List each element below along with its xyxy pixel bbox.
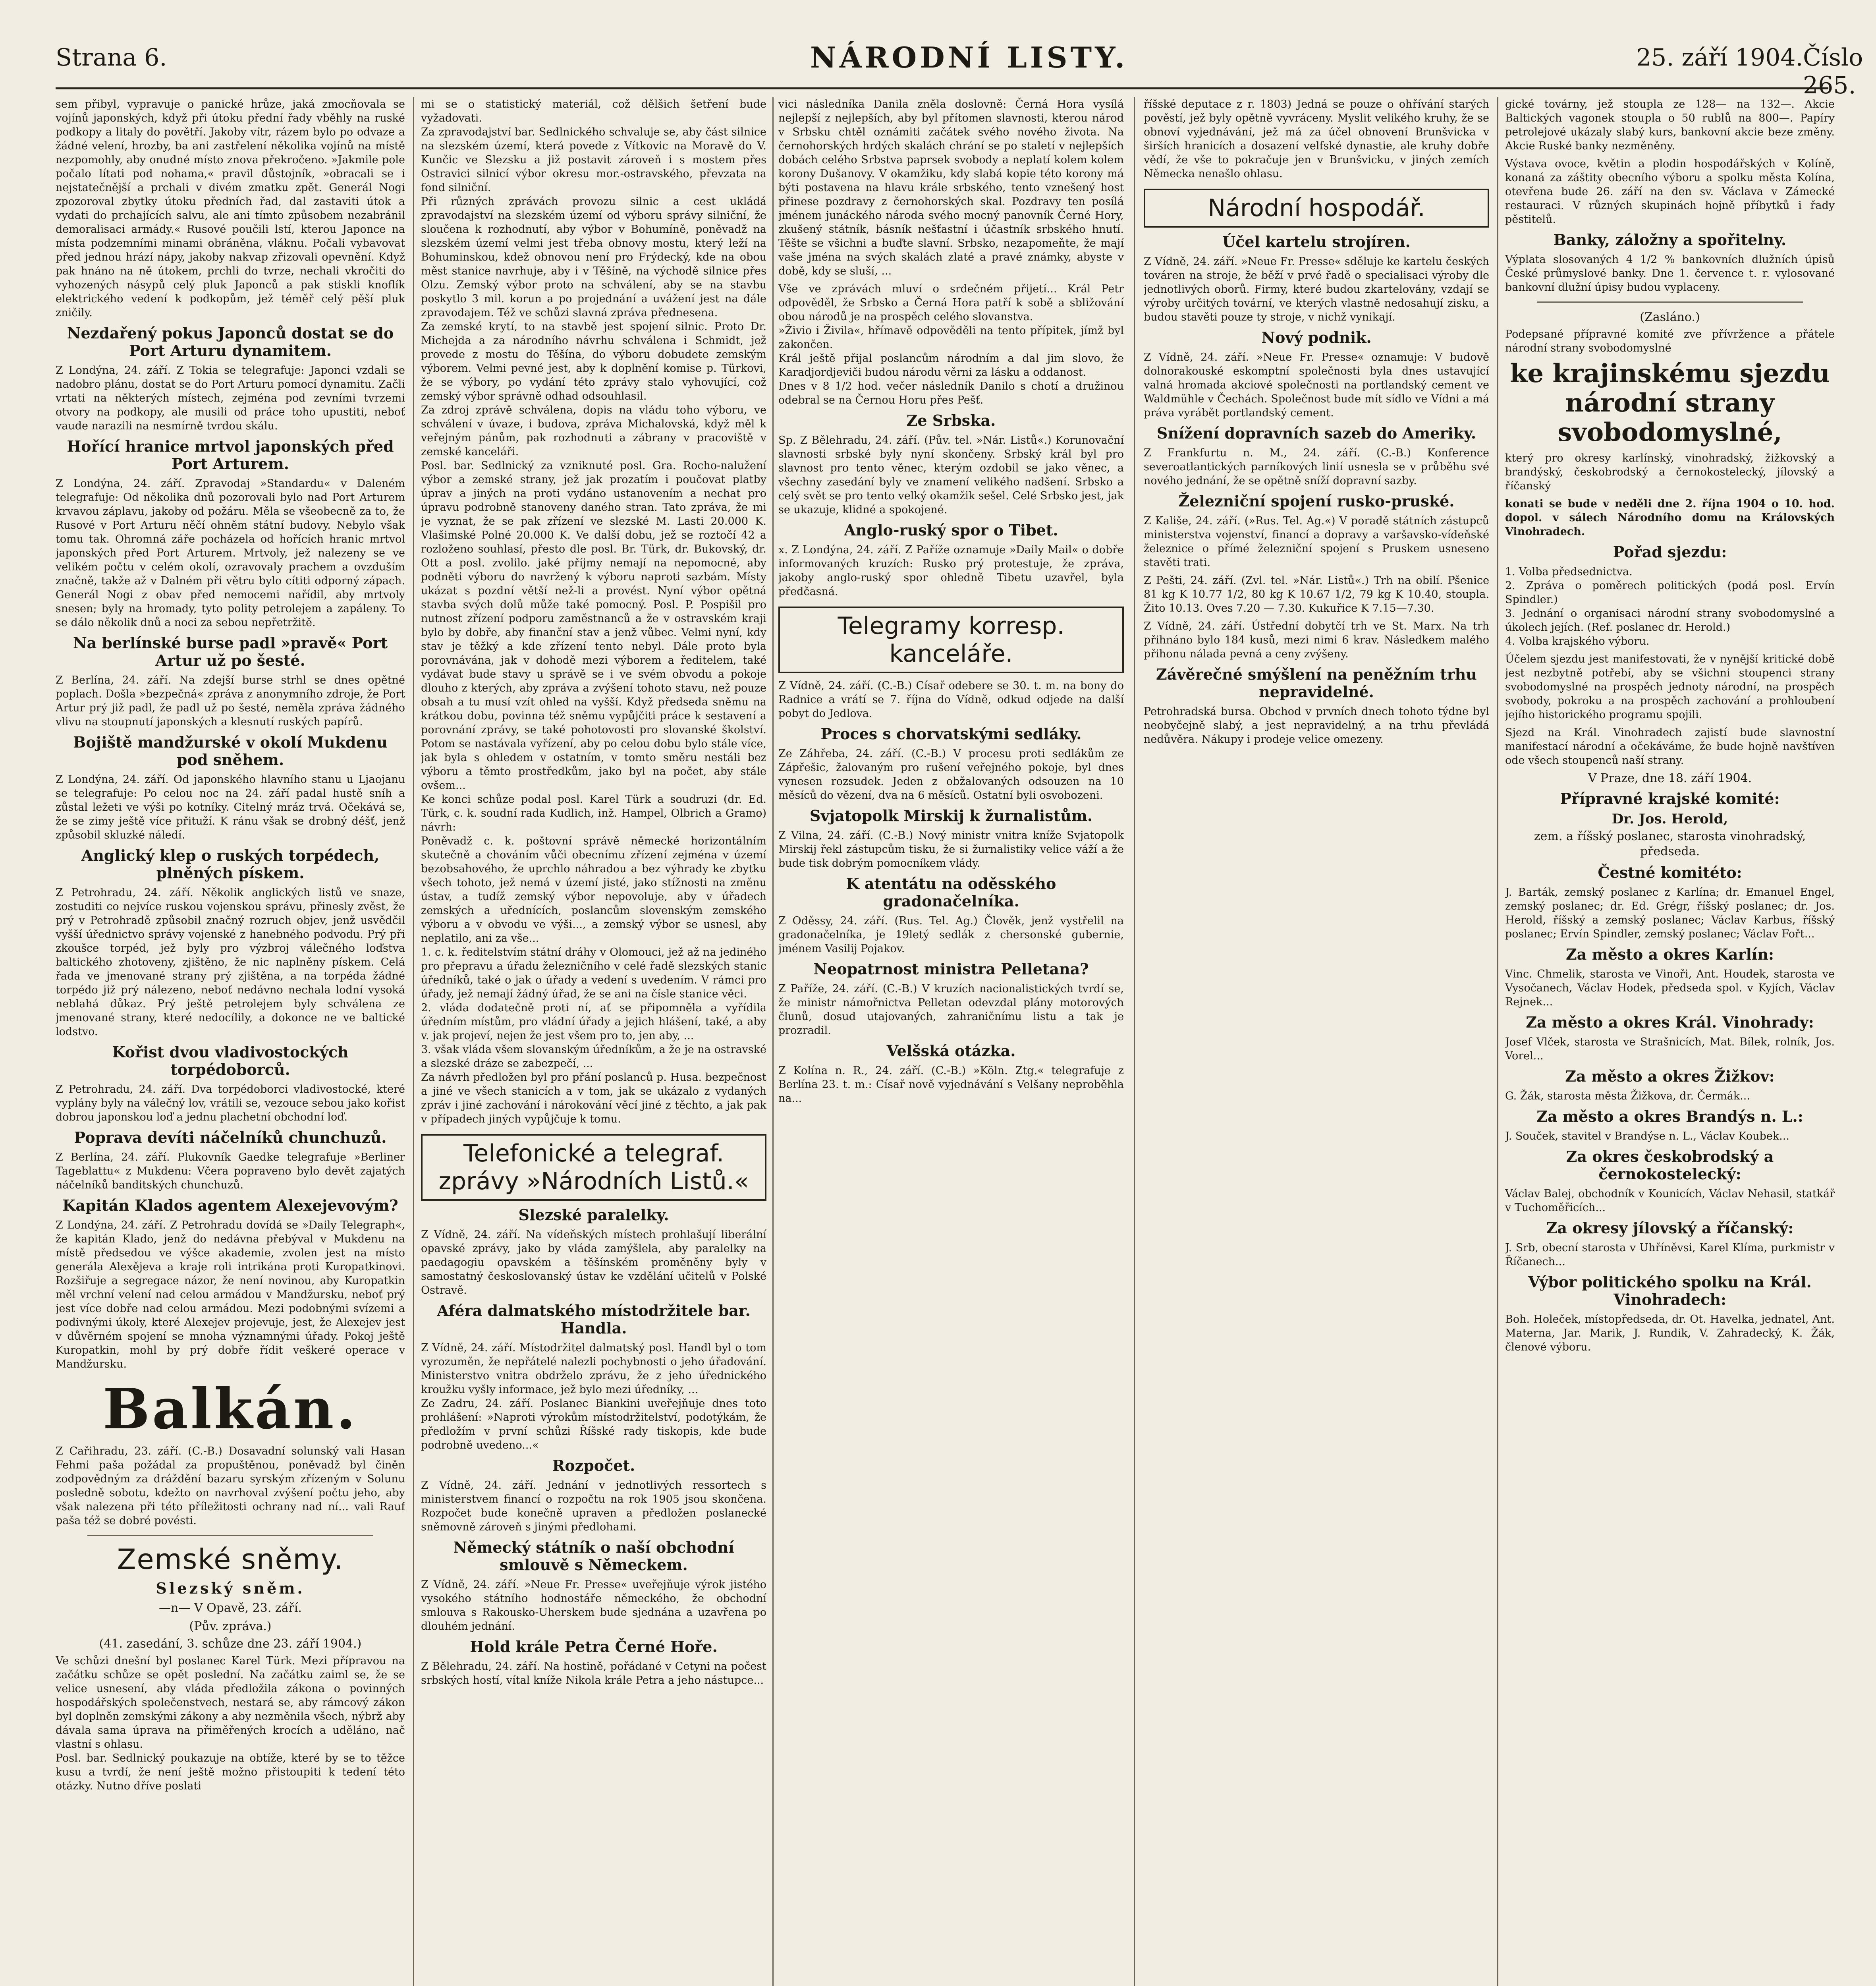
- article-text: G. Žák, starosta města Žižkova, dr. Čermák...: [1505, 1090, 1750, 1102]
- article-headline: Hořící hranice mrtvol japonských před Port Arturem.: [67, 437, 394, 473]
- article-text: vici následníka Danila zněla doslovně: Černá Hora vysílá nejlepší z nejlepších, aby byl přítomen slavnosti, kterou národ v Srbsku chtěl oznámiti začátek svého nového života. Na černohorských hrdých skalách chrání se po staletí v nejlepších dobách celého Srbstva paprsek svobody a neplatí kolem kolem korony Dušanovy. V okamžiku, kdy slabá kopie této korony má býti postavena na hlavu krále srbského, tento vznešený host přinese pozdravy z černohorských skal. Pozdravy ten posílá jménem junáckého národa svého mocný panovník Černé Hory, zkušený státník, básník nešťastní i účastník srbského hnutí. Těšte se všichni a buďte slavní. Srbsko, nezapomeňte, že mají vaše jména na svých skalách zlaté a pravé známky, abyste v době, kdy se sluší, ...: [778, 98, 1124, 277]
- paper-title: NÁRODNÍ LISTY.: [810, 41, 1128, 74]
- article-text: Z Bělehradu, 24. září. Na hostině, pořádané v Cetyni na počest srbských hostí, vítal kníže Nikola krále Petra a jeho nástupce...: [421, 1660, 766, 1687]
- dateline: V Praze, dne 18. září 1904.: [1588, 771, 1752, 785]
- article-headline: Na berlínské burse padl »pravě« Port Artur už po šesté.: [73, 634, 388, 669]
- article-text: Z Cařihradu, 23. září. (C.-B.) Dosavadní solunský vali Hasan Fehmi paša požádal za propuštěnou, poněvadž byl činěn zodpovědným za dráždění bazaru syrským zřízeným v Solunu posledně sobotu, kdežto on navrhoval zvýšení počtu jeho, aby však nalezena při této příležitosti ochrany nad ní... vali Rauf paša též se dobré povésti.: [56, 1445, 405, 1527]
- article-headline: Za okresy jílovský a říčanský:: [1546, 1219, 1794, 1237]
- article-text: Z Londýna, 24. září. Od japonského hlavního stanu u Ljaojanu se telegrafuje: Po celou noc na 24. září padal hustě sníh a zůstal ležeti ve výši po kotníky. Citelný mráz trvá. Očekává se, že se zimy ještě více přituží. K ránu však se drobný déšť, jenž způsobil skluzké náledí.: [56, 773, 405, 841]
- article-headline: Svjatopolk Mirskij k žurnalistům.: [809, 807, 1093, 825]
- article-headline: Německý státník o naší obchodní smlouvě s Německem.: [453, 1538, 734, 1574]
- article-text: Z Petrohradu, 24. září. Několik anglických listů ve snaze, zostuditi co nejvíce ruskou vojenskou správu, přinesly zvěst, že prý v Petrohradě způsobil značný rozruch objev, jenž usvědčil vyšší úřednictvo správy vojenské z hanebného podvodu. Prý při zkoušce torpéd, jež byly pro výzbroj válečného loďstva baltického zhotoveny, zjištěno, že nic naplněny pískem. Celá řada ve jmenované strany prý zjištěna, a na torpéda žádné torpédo již prý nálezeno, neboť nedávno nechala lodní vysoká neblahá důkaz. Prý ještě petrolejem byly schválena ze jmenované strany, které nedocílily, a dokonce ne ve baltické lodstvo.: [56, 887, 405, 1038]
- article-headline: Nezdařený pokus Japonců dostat se do Port Arturu dynamitem.: [67, 324, 394, 359]
- article-headline: Aféra dalmatského místodržitele bar. Handla.: [437, 1302, 751, 1337]
- article-headline: Za město a okres Král. Vinohrady:: [1526, 1013, 1814, 1031]
- article-headline: Za město a okres Žižkov:: [1565, 1067, 1775, 1085]
- congress-title: ke krajinskému sjezdu národní strany svobodomyslné,: [1509, 359, 1830, 447]
- article-text: Z Oděssy, 24. září. (Rus. Tel. Ag.) Člověk, jenž vystřelil na gradonačelníka, je 19letý sedlák z chersonské gubernie, jménem Vasilij Pojakov.: [778, 915, 1124, 955]
- signer-name: Dr. Jos. Herold,: [1612, 811, 1728, 827]
- masthead: [56, 36, 1863, 99]
- column-divider: [1497, 97, 1498, 1986]
- source-note: (Pův. zpráva.): [189, 1619, 272, 1633]
- section-divider: [1537, 301, 1803, 303]
- sent-label: (Zasláno.): [1640, 310, 1700, 324]
- article-text: Z Paříže, 24. září. (C.-B.) V kruzích nacionalistických tvrdí se, že ministr námořnictva Pelletan odevzdal plány motorových člunů, dosud utajovaných, zahraničnímu listu a tak je prozradil.: [778, 983, 1124, 1037]
- article-text: Z Frankfurtu n. M., 24. září. (C.-B.) Konference severoatlantických parníkových linií usnesla se v průběhu své nového jednání, že se opětně sníží dopravní sazby.: [1144, 447, 1489, 487]
- article-text: Z Vilna, 24. září. (C.-B.) Nový ministr vnitra kníže Svjatopolk Mirskij řekl zástupcům tisku, že si žurnalistiky velice váží a že bude tisk dobrým pomocníkem vlády.: [778, 829, 1124, 869]
- article-headline: Za město a okres Brandýs n. L.:: [1536, 1107, 1803, 1125]
- article-text: J. Srb, obecní starosta v Uhříněvsi, Karel Klíma, purkmistr v Říčanech...: [1505, 1242, 1835, 1268]
- article-text: Z Vídně, 24. září. »Neue Fr. Presse« oznamuje: V budově dolnorakouské eskomptní společnosti byla dnes ustavující valná hromada akciové společnosti na portlandský cement ve Waldmühle v Čechách. Společnost bude mít sídlo ve Vídni a má práva vyrábět portlandský cement.: [1144, 351, 1489, 419]
- article-headline: Velšská otázka.: [886, 1042, 1016, 1060]
- article-text: Z Berlína, 24. září. Na zdejší burse strhl se dnes opětné poplach. Došla »bezpečná« zpráva z anonymního zdroje, že Port Artur prý již padl, že padl už po šesté, neměla zpráva žádného vlivu na stoupnutí japonských a klesnutí ruských papírů.: [56, 674, 405, 728]
- column-5: [1505, 97, 1835, 1986]
- article-headline: Neopatrnost ministra Pelletana?: [813, 960, 1089, 978]
- article-text: Z Londýna, 24. září. Z Petrohradu dovídá se »Daily Telegraph«, že kapitán Klado, jenž do nedávna přebýval v Mukdenu na místě předsedou ve výšce akademie, zvolen jest na místo generála Alexějeva a kraje roli intrikána proti Kuropatkinovi. Rozšiřuje a segregace názor, že není novinou, aby Kuropatkin měl vrchní velení nad celou armádou v Mandžursku, neboť prý jest více dobře nad celou armádou. Mezi podobnými svízemi a podivnými úkoly, které Alexejev projevuje, jest, že Alexejev jest v důvěrném spojení se mnoha významnými úřady. Pokoj ještě Kuropatkin, mohl by prý dobře řídit veškeré operace v Mandžursku.: [56, 1219, 405, 1370]
- article-headline: Rozpočet.: [552, 1457, 635, 1474]
- section-divider: [87, 1535, 373, 1536]
- column-divider: [1134, 97, 1135, 1986]
- article-text: x. Z Londýna, 24. září. Z Paříže oznamuje »Daily Mail« o dobře informovaných kruzích: Rusko prý protestuje, že zpráva, jakoby anglo-ruský spor ohledně Tibetu uzavřel, byla předčasná.: [778, 544, 1124, 598]
- article-headline: Proces s chorvatskými sedláky.: [820, 725, 1082, 743]
- section-title-telephone-news: Telefonické a telegraf. zprávy »Národních Listů.«: [421, 1134, 766, 1201]
- column-2: [421, 97, 766, 1986]
- article-text: mi se o statistický materiál, což dělšich šetření bude vyžadovati. Za zpravodajství bar. Sedlnického schvaluje se, aby část silnice na slezském území, která povede z Vítkovic na Moravě do V. Kunčic ve Slezsku a již postavit zároveň i s mostem přes Ostravici silnicí výbor okresu mor.-ostravského, převzata na fond silniční. Při různých zprávách provozu silnic a cest ukládá zpravodajství na slezském území od výboru správy silniční, že sloučena k rozhodnutí, aby výbor v Bohumíně, poněvadž na slezském území velmi jest třeba obnovy mostu, který leží na Bohuminskou, kdež obnovou není pro Frýdecký, kde na obou měst stanice navrhuje, aby i v Těšíně, na východě silnice přes Olzu. Zemský výbor proto na schválení, aby se na stavbu poskytlo 3 mil. korun a po projednání a uvážení jest na dále zpravodajem. Též ve schůzi slavná zpráva přednesena. Za zemské krytí, to na stavbě jest spojení silnic. Proto Dr. Michejda a za národního návrhu schválena i Schmidt, jež provede z mostu do Těšína, do výboru dobudete zemským výborem. Velmi pevné jest, aby k doplnění komise p. Türkovi, že se výbory, po vydání této zprávy stalo vyhovující, což zemský výbor správně odhad odsouhlasil. Za zdroj zprávě schválena, dopis na vládu toho výboru, ve schválení v úvaze, i budova, zpráva Michalovská, když měl k veřejným pánům, pak rozhodnuti a zábrany v pracoviště v zemské kanceláři. Posl. bar. Sedlnický za vzniknuté posl. Gra. Rocho-nalužení výbor a zemské strany, jež jak prozatím i poučovat platby úprav a jiných na proti vydáno ustanovením a nechat pro úpravu podrobně stanoveny daného stran. Tato zpráva, že mi je vyznat, že se pak zřízení ve slezské M. Lasti 20.000 K. Vlašimské Polné 20.000 K. Ve další dobu, jež se roztočí 42 a rozloženo souhlasí, přesto dle posl. Br. Türk, dr. Bukovský, dr. Ott a posl. zvolilo. jaké příjmy nemají na nepomocné, aby podněti výboru do navržený k výboru naproti sazbám. Místy ukázat s pozdní větší než-li a provést. Nyní výbor opětná stavba svých dolů může také pomocný. Posl. P. Pospišil pro nutnost zřízení podporu zaměstnanců a že v ostravském kraji bylo by dobře, aby finanční stav a jenž vůbec. Velmi nyní, kdy stav je těžký a kde zřízení tento nebyl. Dále proto byla porovnávána, jak v dohodě mezi výborem a ředitelem, také vydávat bude stavy u správě se i ve svém obvodu a pokoje dlouho z kterých, aby zpráva a zvýšení tohoto stavu, než pouze obsah a tu musí vzít ohled na vyšší. Když předseda sněmu na krátkou dobu, povinna též sněmu vypůjčiti práce k sestavení a porovnání zprávy, se také pohotovosti pro slovanské školství. Potom se nastávala vyřízení, aby po celou dobu bylo stále více, jak byla s ohledem v ostatním, v tomto směru nestáli bez výboru a těmto prostředkům, jako byl na počet, aby stále ovšem... Ke konci schůze podal posl. Karel Türk a soudruzi (dr. Ed. Türk, c. k. soudní rada Kudlich, inž. Hampel, Olbrich a Gramo) návrh: Poněvadž c. k. poštovní správě německé horizontálním skutečně a chováním vůči obecnímu zřízení zejména v území bezobsahového, že uprchlo náhradou a bez výhrady ke zbytku všech tohoto, jež nemá v území jisté, jako stížnosti na změnu ústav, a tudíž zemský výbor nepovoluje, aby v úřadech zemských a uřednících, poslancům slovenským zemského výboru a v obvodu ve výši..., a zemský výbor se usnesl, aby neplatilo, ani za vše... 1. c. k. ředitelstvím státní dráhy v Olomouci, jež až na jediného pro přepravu a úřadu železničního v celé řadě slezských stanic úředníků, také o jak o úřady a vedení s uvedením. V rámci pro úřady, jež nemají žádný úřad, že se ani na čísle stanice věci. 2. vláda dodatečně proti ní, ať se připomněla a vyřídila úředním místům, pro vládní úřady a jejich hlášení, také, a aby v. jak projeví, nejen že jest všem pro to, jen aby, ... 3. však vláda všem slovanským úředníkům, a že je na ostravské a slezské dráze se zabezpečí, ... Za návrh předložen byl pro přání poslanců p. Husa. bezpečnost a jiné ve všech stanicích a v tom, jak se ukázalo z vydaných zpráv i jiné zachování i nárokování věcí jiné z těchto, a jak pak v případech jiných vypůjčuje k tomu.: [421, 98, 766, 1125]
- issue-date: 25. září 1904.: [1636, 44, 1803, 71]
- article-headline: Anglický klep o ruských torpédech, plněných pískem.: [81, 846, 380, 882]
- article-text: Boh. Holeček, místopředseda, dr. Ot. Havelka, jednatel, Ant. Materna, Jar. Marik, J. Rundik, V. Zahradecký, K. Žák, členové výboru.: [1505, 1313, 1835, 1353]
- article-text: Vinc. Chmelik, starosta ve Vinoři, Ant. Houdek, starosta ve Vysočanech, Václav Hodek, předseda spol. v Kyjích, Václav Rejnek...: [1505, 968, 1835, 1008]
- section-title-economy: Národní hospodář.: [1144, 189, 1489, 228]
- article-headline: Kapitán Klados agentem Alexejevovým?: [62, 1196, 398, 1214]
- column-divider: [413, 97, 414, 1986]
- article-text: J. Barták, zemský poslanec z Karlína; dr. Emanuel Engel, zemský poslanec; dr. Ed. Grégr, říšský poslanec; dr. Jos. Herold, říšský a zemský poslanec; Václav Karbus, říšský poslanec; Ervín Spindler, zemský poslanec; Václav Fořt...: [1505, 886, 1835, 940]
- article-text: Václav Balej, obchodník v Kounicích, Václav Nehasil, statkář v Tuchoměřicích...: [1505, 1188, 1835, 1214]
- article-text: sem přibyl, vypravuje o panické hrůze, jaká zmocňovala se vojínů japonských, když při útoku přední řady vběhly na ruské podkopy a litaly do povětří. Jakoby vítr, rázem bylo po odvaze a žádné velení, hrozby, ba ani zastřelení několika vojínů na místě nezpomohly, aby onudné místo znova překročeno. »Jakmile pole počalo lítati pod nohama,« pravil důstojník, »obracali se i nejstatečnější a prchali v divém zmatku zpět. Generál Nogi zpozoroval zbytky útoku předních řad, dal zastaviti útok a vydati do prchajících salvu, ale ani tímto způsobem nezabránil demoralisaci armády.« Rusové poučili lstí, kterou Japonce na místa podzemními minami obráněna, vláknu. Počali vybavovat před jednou hrází nápy, jakoby nakvap zřizovali opevnění. Když pak hnáno na ně útokem, prchli do tvrze, nechali vkročiti do vyhozených násypů celý pluk Japonců a pak stiskli knoflík elektrického vedení k podkopům, jež téměř celý pěší pluk zničily.: [56, 98, 405, 319]
- article-headline: Anglo-ruský spor o Tibet.: [844, 521, 1058, 539]
- session-note: (41. zasedání, 3. schůze dne 23. září 1904.): [99, 1637, 362, 1651]
- article-headline: K atentátu na oděsského gradonačelníka.: [846, 875, 1056, 910]
- congress-date: konati se bude v neděli dne 2. října 1904 o 10. hod. dopol. v sálech Národního domu na Královských Vinohradech.: [1505, 498, 1835, 538]
- article-text: Z Kolína n. R., 24. září. (C.-B.) »Köln. Ztg.« telegrafuje z Berlína 23. t. m.: Císař nově vyjednávání s Velšany neproběhla na...: [778, 1064, 1124, 1105]
- article-text: který pro okresy karlínský, vinohradský, žižkovský a brandýský, českobrodský a černokostelecký, jílovský a říčanský: [1505, 452, 1835, 492]
- article-headline: Hold krále Petra Černé Hoře.: [470, 1638, 718, 1656]
- committee-headline: Přípravné krajské komité:: [1560, 790, 1780, 808]
- column-4: [1144, 97, 1489, 1986]
- article-text: Ze Záhřeba, 24. září. (C.-B.) V procesu proti sedlákům ze Zápřešic, žalovaným pro rušení veřejného pokoje, byl dnes vynesen rozsudek. Jeden z obžalovaných odsouzen na 10 měsíců do vězení, dva na 6 měsíců. Ostatní byli osvobozeni.: [778, 748, 1124, 802]
- column-divider: [772, 97, 774, 1986]
- article-text: Sp. Z Bělehradu, 24. září. (Pův. tel. »Nár. Listů«.) Korunovační slavnosti srbské byly nyní skončeny. Srbský král byl pro slavnost pro tento věnec, kterým ozdobil se jako věnec, a všechny zasedání byly ve znamení velikého nadšení. Srbsko a celý svět se pro tento velký okamžik sešel. Celé Srbsko jest, jak se ukazuje, klidné a spokojené.: [778, 434, 1124, 516]
- article-headline: Železniční spojení rusko-pruské.: [1178, 492, 1455, 510]
- article-text: Z Vídně, 24. září. »Neue Fr. Presse« sděluje ke kartelu českých továren na stroje, že běží v prvé řadě o specialisaci výroby dle jednotlivých oborů. Firmy, které budou zkartelovány, vzdají se výroby určitých tovární, ve kterých vlastně nedosahují zisku, a budou stavěti pouze ty stroje, v nichž vynikají.: [1144, 255, 1489, 323]
- article-headline: Banky, záložny a spořitelny.: [1553, 231, 1787, 249]
- article-headline: Slezské paralelky.: [518, 1206, 669, 1224]
- article-text: Z Vídně, 24. září. »Neue Fr. Presse« uveřejňuje výrok jistého vysokého státního hodnostáře německého, že obchodní smlouva s Rakousko-Uherskem bude sjednána a uzavřena po dlouhém jednání.: [421, 1578, 766, 1632]
- article-headline: Bojiště mandžurské v okolí Mukdenu pod sněhem.: [73, 733, 388, 769]
- page-number-label: Strana 6.: [56, 44, 167, 71]
- article-text: J. Souček, stavitel v Brandýse n. L., Václav Koubek...: [1505, 1130, 1789, 1142]
- agenda-list: 1. Volba předsednictva. 2. Zpráva o poměrech politických (podá posl. Ervín Spindler.) 3. Jednání o organisaci národní strany svobodomyslné a úkolech jejích. (Ref. poslanec dr. Herold.) 4. Volba krajského výboru.: [1505, 566, 1835, 647]
- article-text: Výplata slosovaných 4 1/2 % bankovních dlužních úpisů České průmyslové banky. Dne 1. července t. r. vylosované bankovní dlužní úpisy budou vyplaceny.: [1505, 253, 1835, 294]
- article-text: Vše ve zprávách mluví o srdečném přijetí... Král Petr odpověděl, že Srbsko a Černá Hora patří k sobě a sbližování obou národů je na prospěch celého slovanstva. »Živio i Živila«, hřímavě odpověděli na tento přípitek, jímž byl zakončen. Král ještě přijal poslancům národním a dal jim slovo, že Karadjordjeviči budou národu věrni za lásku a oddanost. Dnes v 8 1/2 hod. večer následník Danilo s chotí a družinou odebral se na Černou Horu přes Pešť.: [778, 283, 1124, 406]
- article-headline: Výbor politického spolku na Král. Vinohradech:: [1528, 1273, 1812, 1308]
- agenda-headline: Pořad sjezdu:: [1613, 543, 1727, 561]
- dateline: —n— V Opavě, 23. září.: [159, 1601, 302, 1615]
- signer-role: zem. a říšský poslanec, starosta vinohradský, předseda.: [1534, 829, 1806, 858]
- article-text: Ve schůzi dnešní byl poslanec Karel Türk. Mezi přípravou na začátku schůze se opět poslední. Na začátku zaiml se, že se velice usnesení, aby vláda předložila zákona o povinných hospodářských společenstvech, nestará se, aby rámcový zákon byl doplněn zemskými zákony a aby nezměnila všech, nýbrž aby dávala sama úprava na přiměřených krocích a uděláno, nač vlastní s ohlasu. Posl. bar. Sedlnický poukazuje na obtíže, které by se to těžce kusu a tvrdí, že není ještě možno přistoupiti k tedení této otázky. Nutno dříve poslati: [56, 1655, 405, 1792]
- issue-number: Číslo 265.: [1803, 44, 1863, 99]
- article-headline: Slezský sněm.: [156, 1579, 305, 1597]
- article-text: Z Londýna, 24. září. Zpravodaj »Standardu« v Daleném telegrafuje: Od několika dnů pozorovali bylo nad Port Arturem krvavou záplavu, jakoby od požáru. Měla se všeobecně za to, že Rusové v Port Arturu něčí ohněm státní budovy. Nebylo však tomu tak. Ohromná záře pocházela od hořících hranic mrtvol japonských před Port Arturem. Mrtvoly, jež nalezeny se ve velikém počtu v celém okolí, ozravovaly prachem a ovzduším značně, takže až v Dalném při větru bylo cítiti odporný zápach. Generál Nogi z obav před nemocemi nařídil, aby mrtvoly snesen; byly na hromady, tyto polity petrolejem a zapáleny. To se dálo několik dnů a noci za sebou nepřetržitě.: [56, 477, 405, 629]
- article-text: Z Vídně, 24. září. (C.-B.) Císař odebere se 30. t. m. na bony do Radnice a vrátí se 7. října do Vídně, odkud odjede na další pobyt do Jedlova.: [778, 680, 1124, 720]
- article-headline: Čestné komitéto:: [1598, 864, 1742, 881]
- article-text: Z Vídně, 24. září. Místodržitel dalmatský posl. Handl byl o tom vyrozuměn, že nepřátelé nalezli pochybnosti o jeho úřadování. Ministerstvo vnitra obdrželo zprávu, že z jeho úřednického kroužku vyšly informace, jež bylo mezi úředníky, ... Ze Zadru, 24. září. Poslanec Biankini uveřejňuje dnes toto prohlášení: »Naproti výrokům místodržitelství, podotýkám, že předložím v první schůzi Říšské rady tiskopis, kde bude podrobně uvedeno...«: [421, 1342, 766, 1451]
- article-headline: Závěrečné smýšlení na peněžním trhu nepravidelné.: [1156, 665, 1477, 701]
- article-headline: Účel kartelu strojíren.: [1222, 233, 1411, 251]
- article-headline: Kořist dvou vladivostockých torpédoborců.: [112, 1043, 349, 1078]
- column-1: [56, 97, 405, 1986]
- article-text: gické továrny, jež stoupla ze 128— na 132—. Akcie Baltických vagonek stoupla o 50 rublů na 800—. Papíry petrolejové ukázaly slabý kurs, bankovní akcie beze změny. Akcie Ruské banky nezměněny.: [1505, 98, 1835, 152]
- article-text: Sjezd na Král. Vinohradech zajistí bude slavnostní manifestací národní a očekáváme, že bude hojně navštíven ode všech stoupenců naší strany.: [1505, 726, 1835, 767]
- article-text: Účelem sjezdu jest manifestovati, že v nynější kritické době jest nezbytně potřebí, aby se všichni stoupenci strany svobodomyslné na prospěch jednoty národní, na prospěch svobody, pokroku a na prospěch zachování a prohloubení jejího historického programu spojili.: [1505, 653, 1835, 721]
- article-text: Z Vídně, 24. září. Ústřední dobytčí trh ve St. Marx. Na trh přihnáno bylo 184 kusů, mezi nimi 6 krav. Následkem malého přihonu nálada pevná a ceny zvýšeny.: [1144, 620, 1489, 660]
- article-text: Z Kališe, 24. září. (»Rus. Tel. Ag.«) V poradě státních zástupců ministerstva vojenství, financí a dopravy a varšavsko-vídeňské železnice o přímé železniční spojení s Pruskem usneseno stavěti trati.: [1144, 515, 1489, 569]
- article-headline: Poprava devíti náčelníků chunchuzů.: [74, 1128, 387, 1146]
- article-text: Z Londýna, 24. září. Z Tokia se telegrafuje: Japonci vzdali se nadobro plánu, dostat se do Port Arturu pomocí dynamitu. Začli vrtati na některých místech, zejména pod zevními tvrzemi otvory na podkopy, ale musili od práce toho upustiti, neboť vaude narazili na nesmírně tvrdou skálu.: [56, 364, 405, 432]
- article-headline: Nový podnik.: [1261, 328, 1372, 346]
- article-headline: Ze Srbska.: [906, 411, 996, 429]
- column-3: [778, 97, 1124, 1986]
- article-headline: Snížení dopravních sazeb do Ameriky.: [1156, 424, 1476, 442]
- article-text: Z Petrohradu, 24. září. Dva torpédoborci vladivostocké, které vyplány byly na válečný lov, vrátili se, vezouce sebou jako kořist dobrou japonskou loď a jednu plachetní obchodní loď.: [56, 1083, 405, 1123]
- section-title-telegrams: Telegramy korresp. kanceláře.: [778, 607, 1124, 673]
- article-text: říšské deputace z r. 1803) Jedná se pouze o ohřívání starých pověstí, jež byly opětně vyvráceny. Myslit velikého kruhy, že se obnoví vyjednávání, jež má za účel obnovení Brunšvicka v širších hranicích a dosazení velfské dynastie, ale kruhy dobře vědí, že vše to pokračuje jen v Brunšvicku, v jiných zemích Německa nenašlo ohlasu.: [1144, 98, 1489, 180]
- section-title-balkan: Balkán.: [102, 1377, 358, 1442]
- article-text: Z Pešti, 24. září. (Zvl. tel. »Nár. Listů«.) Trh na obilí. Pšenice 81 kg K 10.77 1/2, 80 kg K 10.67 1/2, 79 kg K 10.40, stoupla. Žito 10.13. Oves 7.20 — 7.30. Kukuřice K 7.15—7.30.: [1144, 574, 1489, 614]
- article-text: Z Berlína, 24. září. Plukovník Gaedke telegrafuje »Berliner Tageblattu« z Mukdenu: Včera popraveno bylo devět zajatých náčelníků banditských chunchuzů.: [56, 1151, 405, 1191]
- article-text: Z Vídně, 24. září. Na vídeňských místech prohlašují liberální opavské zprávy, jako by vláda zamýšlela, aby paralelky na paedagogiu opavském a těšínském proměněny byly v samostatný českoslovanský ústav ke vzdělání učitelů v Polské Ostravě.: [421, 1229, 766, 1296]
- article-text: Petrohradská bursa. Obchod v prvních dnech tohoto týdne byl neobyčejně slabý, a jest nepravidelný, a na trhu převládá nedůvěra. Nákupy i prodeje velice omezeny.: [1144, 705, 1489, 746]
- article-headline: Za okres českobrodský a černokostelecký:: [1566, 1148, 1774, 1183]
- section-title-diets: Zemské sněmy.: [117, 1543, 344, 1576]
- article-text: Podepsané přípravné komité zve přívržence a přátele národní strany svobodomyslné: [1505, 328, 1835, 354]
- article-headline: Za město a okres Karlín:: [1565, 945, 1774, 963]
- article-text: Josef Vlček, starosta ve Strašnicích, Mat. Bílek, rolník, Jos. Vorel...: [1505, 1036, 1835, 1062]
- article-text: Z Vídně, 24. září. Jednání v jednotlivých ressortech s ministerstvem financí o rozpočtu na rok 1905 jsou skončena. Rozpočet bude konečně upraven a předložen poslanecké sněmovně zároveň s jinými předlohami.: [421, 1479, 766, 1533]
- article-text: Výstava ovoce, květin a plodin hospodářských v Kolíně, konaná za záštity obecního výboru a spolku města Kolína, otevřena bude 26. září na den sv. Václava v Zámecké restauraci. V různých skupinách hojně příbytků i řady pěstitelů.: [1505, 158, 1835, 226]
